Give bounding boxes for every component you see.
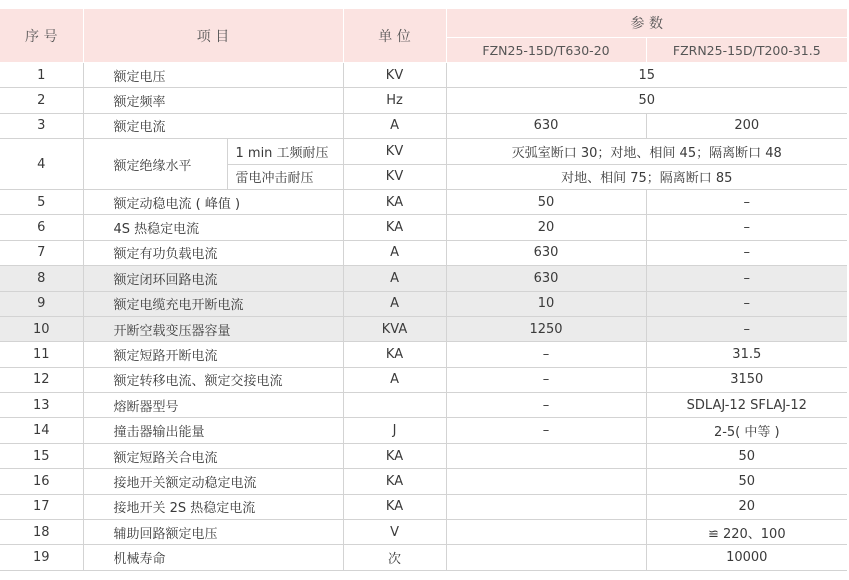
row-unit: V bbox=[343, 520, 446, 545]
row-value-1 bbox=[446, 520, 646, 545]
row-value-2: 200 bbox=[646, 113, 847, 138]
row-unit: KVA bbox=[343, 316, 446, 341]
header-item: 项 目 bbox=[83, 9, 343, 63]
row-value-2: 31.5 bbox=[646, 342, 847, 367]
row-item: 额定电缆充电开断电流 bbox=[83, 291, 343, 316]
row-no: 16 bbox=[0, 469, 83, 494]
row-value-1: – bbox=[446, 367, 646, 392]
row-item: 机械寿命 bbox=[83, 545, 343, 570]
row-value-2: – bbox=[646, 240, 847, 265]
row-value-1 bbox=[446, 469, 646, 494]
table-row bbox=[0, 342, 847, 367]
header-params: 参 数 bbox=[446, 9, 847, 38]
row-value-1: 630 bbox=[446, 266, 646, 291]
row-subitem: 雷电冲击耐压 bbox=[227, 164, 343, 189]
table-row bbox=[0, 393, 847, 418]
table-header bbox=[0, 9, 847, 63]
row-no: 12 bbox=[0, 367, 83, 392]
row-item: 4S 热稳定电流 bbox=[83, 215, 343, 240]
spec-table bbox=[0, 9, 847, 571]
row-no: 19 bbox=[0, 545, 83, 570]
row-value-1: 1250 bbox=[446, 316, 646, 341]
row-no: 7 bbox=[0, 240, 83, 265]
row-value-2: 50 bbox=[646, 443, 847, 468]
row-no: 4 bbox=[0, 139, 83, 190]
row-unit: KV bbox=[343, 139, 446, 164]
row-value-1: 20 bbox=[446, 215, 646, 240]
row-item: 熔断器型号 bbox=[83, 393, 343, 418]
row-value-1: 50 bbox=[446, 189, 646, 214]
row-value-1: 630 bbox=[446, 240, 646, 265]
row-item: 开断空载变压器容量 bbox=[83, 316, 343, 341]
table-row bbox=[0, 189, 847, 214]
row-no: 11 bbox=[0, 342, 83, 367]
row-item: 额定闭环回路电流 bbox=[83, 266, 343, 291]
row-no: 2 bbox=[0, 88, 83, 113]
row-value-2: – bbox=[646, 291, 847, 316]
row-value-2: – bbox=[646, 215, 847, 240]
table-row bbox=[0, 113, 847, 138]
header-model-2: FZRN25-15D/T200-31.5 bbox=[646, 38, 847, 63]
row-no: 5 bbox=[0, 189, 83, 214]
row-value-1 bbox=[446, 494, 646, 519]
row-no: 18 bbox=[0, 520, 83, 545]
table-body bbox=[0, 63, 847, 571]
row-value-2: 3150 bbox=[646, 367, 847, 392]
row-item: 接地开关 2S 热稳定电流 bbox=[83, 494, 343, 519]
header-unit: 单 位 bbox=[343, 9, 446, 63]
row-value-2: 50 bbox=[646, 469, 847, 494]
row-no: 10 bbox=[0, 316, 83, 341]
row-item: 额定转移电流、额定交接电流 bbox=[83, 367, 343, 392]
row-value-1: 630 bbox=[446, 113, 646, 138]
row-item: 额定电压 bbox=[83, 63, 343, 88]
row-no: 13 bbox=[0, 393, 83, 418]
row-value-2: 2-5( 中等 ) bbox=[646, 418, 847, 443]
row-value-span: 对地、相间 75；隔离断口 85 bbox=[446, 164, 847, 189]
row-unit: A bbox=[343, 113, 446, 138]
row-item: 额定有功负载电流 bbox=[83, 240, 343, 265]
row-value-2: SDLAJ-12 SFLAJ-12 bbox=[646, 393, 847, 418]
table-row bbox=[0, 367, 847, 392]
table-row bbox=[0, 88, 847, 113]
row-unit: A bbox=[343, 240, 446, 265]
row-item: 额定绝缘水平 bbox=[83, 139, 227, 190]
row-value-2: 10000 bbox=[646, 545, 847, 570]
table-row bbox=[0, 545, 847, 570]
row-unit: KV bbox=[343, 63, 446, 88]
row-unit: A bbox=[343, 367, 446, 392]
row-value-1: – bbox=[446, 342, 646, 367]
table-row bbox=[0, 240, 847, 265]
row-no: 9 bbox=[0, 291, 83, 316]
row-item: 接地开关额定动稳定电流 bbox=[83, 469, 343, 494]
table-row bbox=[0, 266, 847, 291]
row-unit: KA bbox=[343, 469, 446, 494]
row-unit: KV bbox=[343, 164, 446, 189]
row-item: 额定电流 bbox=[83, 113, 343, 138]
row-value-2: – bbox=[646, 316, 847, 341]
row-subitem: 1 min 工频耐压 bbox=[227, 139, 343, 164]
table-row bbox=[0, 316, 847, 341]
table-row bbox=[0, 418, 847, 443]
row-unit: KA bbox=[343, 494, 446, 519]
row-item: 辅助回路额定电压 bbox=[83, 520, 343, 545]
table-row bbox=[0, 291, 847, 316]
table-row bbox=[0, 520, 847, 545]
table-row bbox=[0, 469, 847, 494]
row-value-span: 灭弧室断口 30；对地、相间 45；隔离断口 48 bbox=[446, 139, 847, 164]
row-value-1: – bbox=[446, 418, 646, 443]
row-item: 撞击器输出能量 bbox=[83, 418, 343, 443]
row-unit: 次 bbox=[343, 545, 446, 570]
row-value-2: 20 bbox=[646, 494, 847, 519]
row-unit: J bbox=[343, 418, 446, 443]
row-unit: A bbox=[343, 291, 446, 316]
row-no: 15 bbox=[0, 443, 83, 468]
table-row bbox=[0, 63, 847, 88]
row-no: 8 bbox=[0, 266, 83, 291]
header-no: 序 号 bbox=[0, 9, 83, 63]
row-unit bbox=[343, 393, 446, 418]
row-value-1 bbox=[446, 443, 646, 468]
row-no: 17 bbox=[0, 494, 83, 519]
row-item: 额定短路开断电流 bbox=[83, 342, 343, 367]
row-value-2: – bbox=[646, 266, 847, 291]
header-model-1: FZN25-15D/T630-20 bbox=[446, 38, 646, 63]
row-value-span: 15 bbox=[446, 63, 847, 88]
row-item: 额定动稳电流 ( 峰值 ) bbox=[83, 189, 343, 214]
table-row bbox=[0, 494, 847, 519]
row-no: 1 bbox=[0, 63, 83, 88]
table-row bbox=[0, 139, 847, 164]
row-unit: A bbox=[343, 266, 446, 291]
row-no: 6 bbox=[0, 215, 83, 240]
row-no: 3 bbox=[0, 113, 83, 138]
row-unit: KA bbox=[343, 342, 446, 367]
row-value-2: – bbox=[646, 189, 847, 214]
row-unit: Hz bbox=[343, 88, 446, 113]
row-item: 额定频率 bbox=[83, 88, 343, 113]
row-no: 14 bbox=[0, 418, 83, 443]
row-value-1: – bbox=[446, 393, 646, 418]
row-value-1 bbox=[446, 545, 646, 570]
row-unit: KA bbox=[343, 189, 446, 214]
row-value-2: ≌ 220、100 bbox=[646, 520, 847, 545]
row-item: 额定短路关合电流 bbox=[83, 443, 343, 468]
row-value-span: 50 bbox=[446, 88, 847, 113]
table-row bbox=[0, 215, 847, 240]
row-unit: KA bbox=[343, 443, 446, 468]
row-unit: KA bbox=[343, 215, 446, 240]
row-value-1: 10 bbox=[446, 291, 646, 316]
table-row bbox=[0, 443, 847, 468]
